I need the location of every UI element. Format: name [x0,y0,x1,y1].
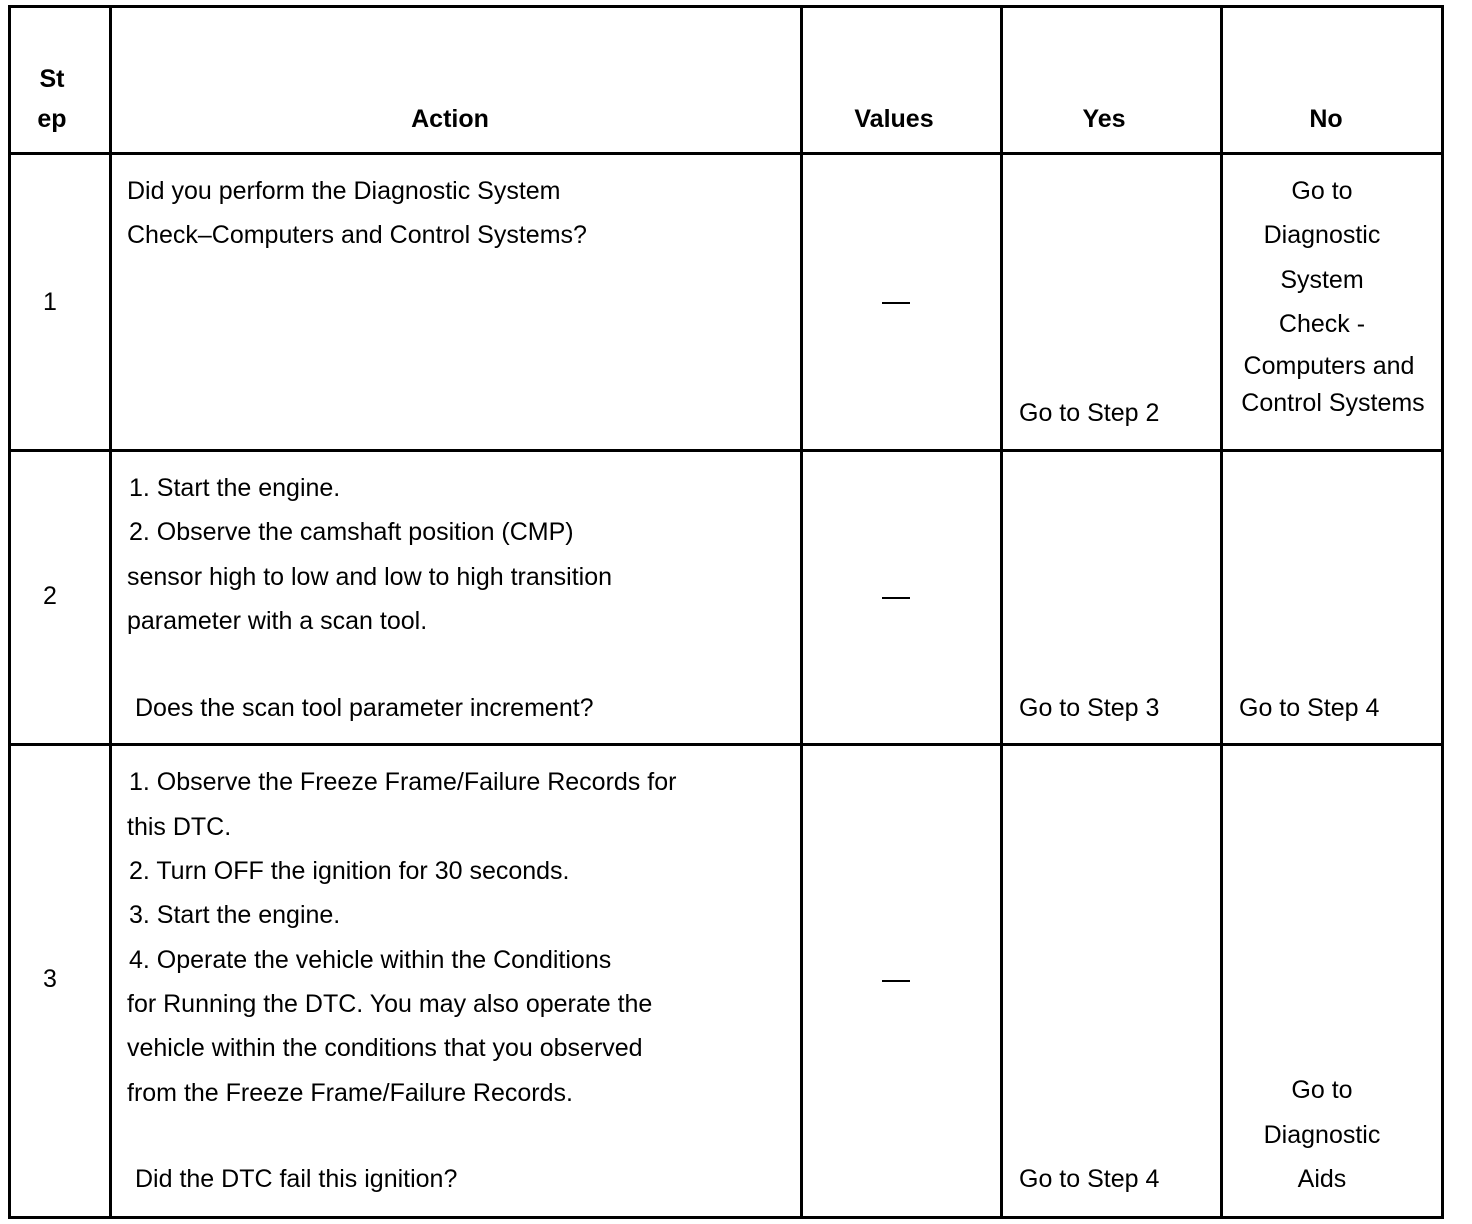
no-link-line: Check - [1278,310,1366,338]
action-line: vehicle within the conditions that you observed [127,1034,643,1062]
action-line: for Running the DTC. You may also operate the [127,990,653,1018]
value-dash [882,302,910,304]
action-line: 2. Turn OFF the ignition for 30 seconds. [129,857,570,885]
no-link-line: System [1280,266,1364,294]
value-dash [882,980,910,982]
action-line: this DTC. [127,813,232,841]
action-line: 4. Operate the vehicle within the Conditions [129,946,612,974]
step-number: 1 [43,288,57,316]
action-line: parameter with a scan tool. [127,607,428,635]
no-link-line: Control Systems [1241,389,1425,417]
step-number: 3 [43,965,57,993]
action-line: sensor high to low and low to high transition [127,563,613,591]
action-line: 3. Start the engine. [129,901,341,929]
column-divider [109,8,112,1216]
no-link-line: Aids [1297,1165,1347,1193]
header-yes: Yes [1082,105,1126,133]
yes-link: Go to Step 3 [1019,694,1160,722]
no-link: Go to Step 4 [1239,694,1380,722]
column-divider [800,8,803,1216]
row-divider [11,743,1441,746]
action-question: Did the DTC fail this ignition? [135,1165,458,1193]
value-dash [882,597,910,599]
no-link-line: Go to [1291,1076,1353,1104]
action-line: Check–Computers and Control Systems? [127,221,587,249]
action-line: 2. Observe the camshaft position (CMP) [129,518,574,546]
row-divider [11,449,1441,452]
step-number: 2 [43,582,57,610]
yes-link: Go to Step 4 [1019,1165,1160,1193]
no-link-line: Computers and [1243,352,1415,380]
header-values: Values [854,105,934,133]
action-line: Did you perform the Diagnostic System [127,177,561,205]
action-line: 1. Start the engine. [129,474,341,502]
header-no: No [1309,105,1343,133]
no-link-line: Diagnostic [1263,221,1381,249]
column-divider [1000,8,1003,1216]
header-action: Action [411,105,489,133]
no-link-line: Go to [1291,177,1353,205]
action-question: Does the scan tool parameter increment? [135,694,594,722]
yes-link: Go to Step 2 [1019,399,1160,427]
action-line: from the Freeze Frame/Failure Records. [127,1079,573,1107]
row-divider [11,152,1441,155]
action-line: 1. Observe the Freeze Frame/Failure Records for [129,768,677,796]
no-link-line: Diagnostic [1263,1121,1381,1149]
header-step-line1: St [39,65,65,93]
header-step-line2: ep [37,105,67,133]
